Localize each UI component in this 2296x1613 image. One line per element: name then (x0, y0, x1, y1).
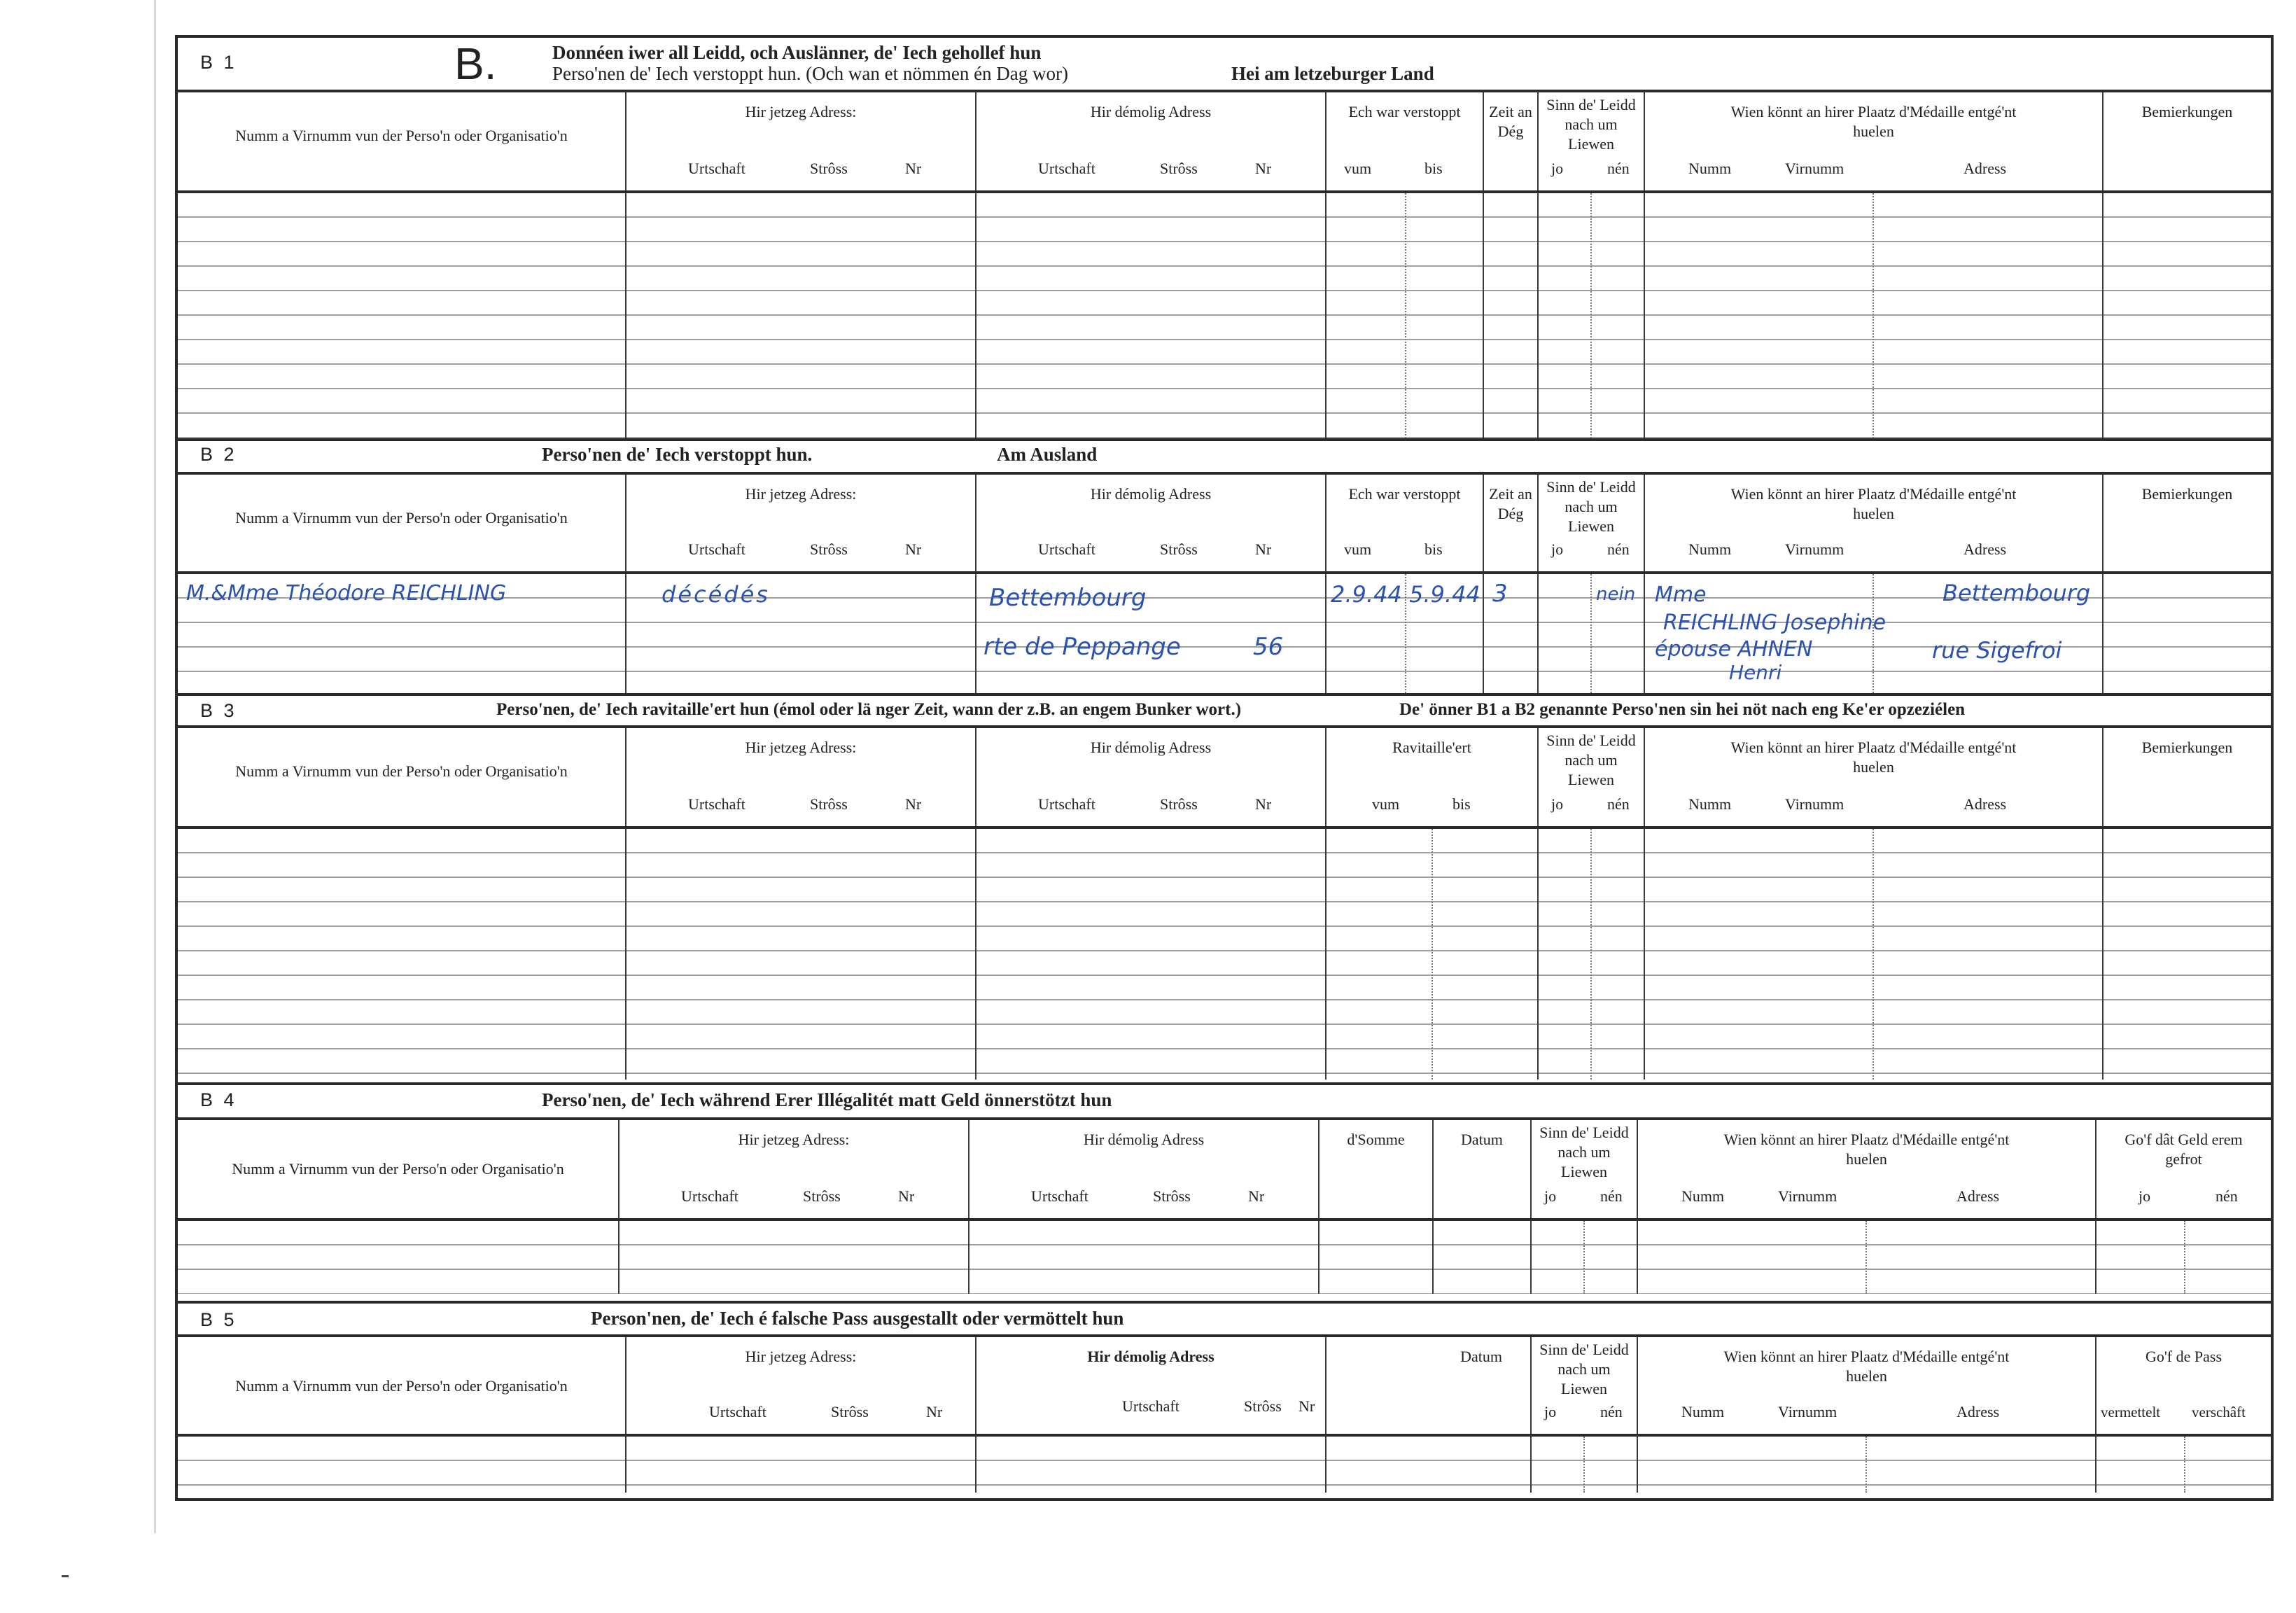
b2-current-cell[interactable] (626, 573, 976, 693)
b1-hidden-cell[interactable] (1326, 192, 1483, 438)
b3-remarks-cell[interactable] (2103, 828, 2271, 1080)
section-b4-title: Perso'nen, de' Iech während Erer Illégalitét matt Geld önnerstötzt hun (542, 1089, 1112, 1110)
header-hidden: Ech war verstoppt vum bis (1326, 92, 1483, 192)
section-b3 (175, 693, 2274, 1085)
b2-medal-spouse: épouse AHNEN (1655, 637, 1813, 662)
b2-alive-cell[interactable] (1538, 573, 1644, 693)
section-id-b1: B 1 (200, 52, 237, 73)
header-medal: Wien könnt an hirer Plaatz d'Médaille entgé'nt huelen Numm Virnumm Adress (1644, 728, 2103, 828)
header-former-address: Hir démolig Adress Urtschaft Strôss Nr (976, 475, 1326, 573)
b3-alive-cell[interactable] (1538, 828, 1644, 1080)
b2-hidden-cell[interactable] (1326, 573, 1483, 693)
header-former-address: Hir démolig Adress Urtschaft Strôss Nr (976, 728, 1326, 828)
b2-from-value: 2.9.44 (1331, 581, 1402, 608)
b4-former-cell[interactable] (969, 1220, 1319, 1294)
b1-former-cell[interactable] (976, 192, 1326, 438)
header-current-address: Hir jetzeg Adress: Urtschaft Strôss Nr (626, 92, 976, 192)
header-name: Numm a Virnumm vun der Perso'n oder Organisatio'n (178, 1120, 619, 1220)
b5-name-cell[interactable] (178, 1435, 626, 1493)
section-b5 (175, 1301, 2274, 1501)
b4-medal-cell[interactable] (1637, 1220, 2096, 1294)
b2-days-cell[interactable] (1483, 573, 1538, 693)
b5-current-cell[interactable] (626, 1435, 976, 1493)
b4-money-cell[interactable] (2096, 1220, 2271, 1294)
b1-alive-cell[interactable] (1538, 192, 1644, 438)
header-alive: Sinn de' Leidd nach um Liewen jo nén (1538, 92, 1644, 192)
header-name: Numm a Virnumm vun der Perso'n oder Organisatio'n (178, 92, 626, 192)
b2-name-value: M.&Mme Théodore REICHLING (186, 581, 507, 606)
section-b1-big-letter: B. (454, 39, 497, 89)
b2-former-cell[interactable] (976, 573, 1326, 693)
b2-medal-cell[interactable] (1644, 573, 2103, 693)
header-former-address: Hir démolig Adress Urtschaft Strôss Nr (976, 92, 1326, 192)
b2-former-town: Bettembourg (989, 584, 1147, 612)
header-current-address: Hir jetzeg Adress: Urtschaft Strôss Nr (626, 1337, 976, 1435)
section-b4 (175, 1082, 2274, 1304)
header-pass: Go'f de Pass vermettelt verschâft (2096, 1337, 2271, 1435)
header-somme: d'Somme (1319, 1120, 1433, 1220)
header-current-address: Hir jetzeg Adress: Urtschaft Strôss Nr (626, 728, 976, 828)
b2-current-value: décédés (662, 581, 770, 608)
b1-name-cell[interactable] (178, 192, 626, 438)
b2-name-cell[interactable] (178, 573, 626, 693)
b1-remarks-cell[interactable] (2103, 192, 2271, 438)
header-datum: Datum (1433, 1120, 1531, 1220)
b2-medal-street: rue Sigefroi (1932, 637, 2062, 664)
b2-medal-mme: Mme (1655, 582, 1707, 607)
section-b3-title: Perso'nen, de' Iech ravitaille'ert hun (émol oder lä nger Zeit, wann der z.B. an engem Bunker wort.) (496, 700, 1242, 719)
section-id-b3: B 3 (200, 700, 237, 721)
b2-medal-henri: Henri (1729, 661, 1782, 684)
b5-former-cell[interactable] (976, 1435, 1326, 1493)
section-b1-title-line1: Donnéen iwer all Leidd, och Auslänner, de' Iech gehollef hun (552, 42, 1042, 63)
b2-medal-town: Bettembourg (1942, 580, 2091, 606)
b1-days-cell[interactable] (1483, 192, 1538, 438)
b3-name-cell[interactable] (178, 828, 626, 1080)
header-medal: Wien könnt an hirer Plaatz d'Médaille entgé'nt huelen Numm Virnumm Adress (1637, 1120, 2096, 1220)
header-medal: Wien könnt an hirer Plaatz d'Médaille entgé'nt huelen Numm Virnumm Adress (1644, 475, 2103, 573)
header-medal: Wien könnt an hirer Plaatz d'Médaille entgé'nt huelen Numm Virnumm Adress (1644, 92, 2103, 192)
b5-alive-cell[interactable] (1531, 1435, 1637, 1493)
header-current-address: Hir jetzeg Adress: Urtschaft Strôss Nr (626, 475, 976, 573)
b5-datum-cell[interactable] (1326, 1435, 1531, 1493)
header-alive: Sinn de' Leidd nach um Liewen jo nén (1531, 1120, 1637, 1220)
b4-somme-cell[interactable] (1319, 1220, 1433, 1294)
header-ravitailleert: Ravitaille'ert vum bis (1326, 728, 1538, 828)
b1-medal-cell[interactable] (1644, 192, 2103, 438)
b2-to-value: 5.9.44 (1409, 581, 1480, 608)
b2-former-street: rte de Peppange (983, 633, 1181, 661)
header-former-address: Hir démolig Adress Urtschaft Strôss Nr (969, 1120, 1319, 1220)
header-alive: Sinn de' Leidd nach um Liewen jo nén (1538, 475, 1644, 573)
header-hidden: Ech war verstoppt vum bis (1326, 475, 1483, 573)
section-b3-title-right: De' önner B1 a B2 genannte Perso'nen sin hei nöt nach eng Ke'er opzeziélen (1399, 700, 1966, 719)
section-id-b4: B 4 (200, 1089, 237, 1110)
header-alive: Sinn de' Leidd nach um Liewen jo nén (1531, 1337, 1637, 1435)
header-name: Numm a Virnumm vun der Perso'n oder Organisatio'n (178, 728, 626, 828)
header-datum: Datum Nr (1326, 1337, 1531, 1435)
header-money-returned: Go'f dât Geld erem gefrot jo nén (2096, 1120, 2271, 1220)
section-id-b5: B 5 (200, 1309, 237, 1330)
b2-remarks-cell[interactable] (2103, 573, 2271, 693)
header-name: Numm a Virnumm vun der Perso'n oder Organisatio'n (178, 475, 626, 573)
b3-current-cell[interactable] (626, 828, 976, 1080)
section-b1 (175, 35, 2274, 441)
b5-medal-cell[interactable] (1637, 1435, 2096, 1493)
header-alive: Sinn de' Leidd nach um Liewen jo nén (1538, 728, 1644, 828)
stray-mark (62, 1575, 69, 1577)
header-medal: Wien könnt an hirer Plaatz d'Médaille entgé'nt huelen Numm Virnumm Adress (1637, 1337, 2096, 1435)
section-b1-title-right: Hei am letzeburger Land (1231, 63, 1434, 84)
b2-medal-name: REICHLING Josephine (1663, 610, 1886, 635)
b4-datum-cell[interactable] (1433, 1220, 1531, 1294)
header-days: Zeit an Dég (1483, 475, 1538, 573)
b2-days-value: 3 (1492, 580, 1508, 608)
header-current-address: Hir jetzeg Adress: Urtschaft Strôss Nr (619, 1120, 969, 1220)
page-fold-edge (154, 0, 156, 1533)
b4-name-cell[interactable] (178, 1220, 619, 1294)
header-days: Zeit an Dég (1483, 92, 1538, 192)
b1-current-cell[interactable] (626, 192, 976, 438)
b2-former-nr: 56 (1253, 633, 1284, 661)
section-id-b2: B 2 (200, 444, 237, 465)
b4-alive-cell[interactable] (1531, 1220, 1637, 1294)
section-b1-title-line2: Perso'nen de' Iech verstoppt hun. (Och wan et nömmen én Dag wor) (552, 63, 1069, 84)
section-b2-title-right: Am Ausland (997, 444, 1098, 465)
header-name: Numm a Virnumm vun der Perso'n oder Organisatio'n (178, 1337, 626, 1435)
section-b2-title: Perso'nen de' Iech verstoppt hun. (542, 444, 813, 465)
header-remarks: Bemierkungen (2103, 728, 2271, 828)
header-remarks: Bemierkungen (2103, 92, 2271, 192)
b5-pass-cell[interactable] (2096, 1435, 2271, 1493)
b2-alive-no: nein (1596, 584, 1636, 605)
section-b2 (175, 438, 2274, 696)
header-former-address: Hir démolig Adress Urtschaft Strôss (976, 1337, 1326, 1435)
b3-ravit-cell[interactable] (1326, 828, 1538, 1080)
b3-former-cell[interactable] (976, 828, 1326, 1080)
b4-current-cell[interactable] (619, 1220, 969, 1294)
b3-medal-cell[interactable] (1644, 828, 2103, 1080)
section-b5-title: Person'nen, de' Iech é falsche Pass ausgestallt oder vermöttelt hun (591, 1308, 1124, 1329)
header-remarks: Bemierkungen (2103, 475, 2271, 573)
